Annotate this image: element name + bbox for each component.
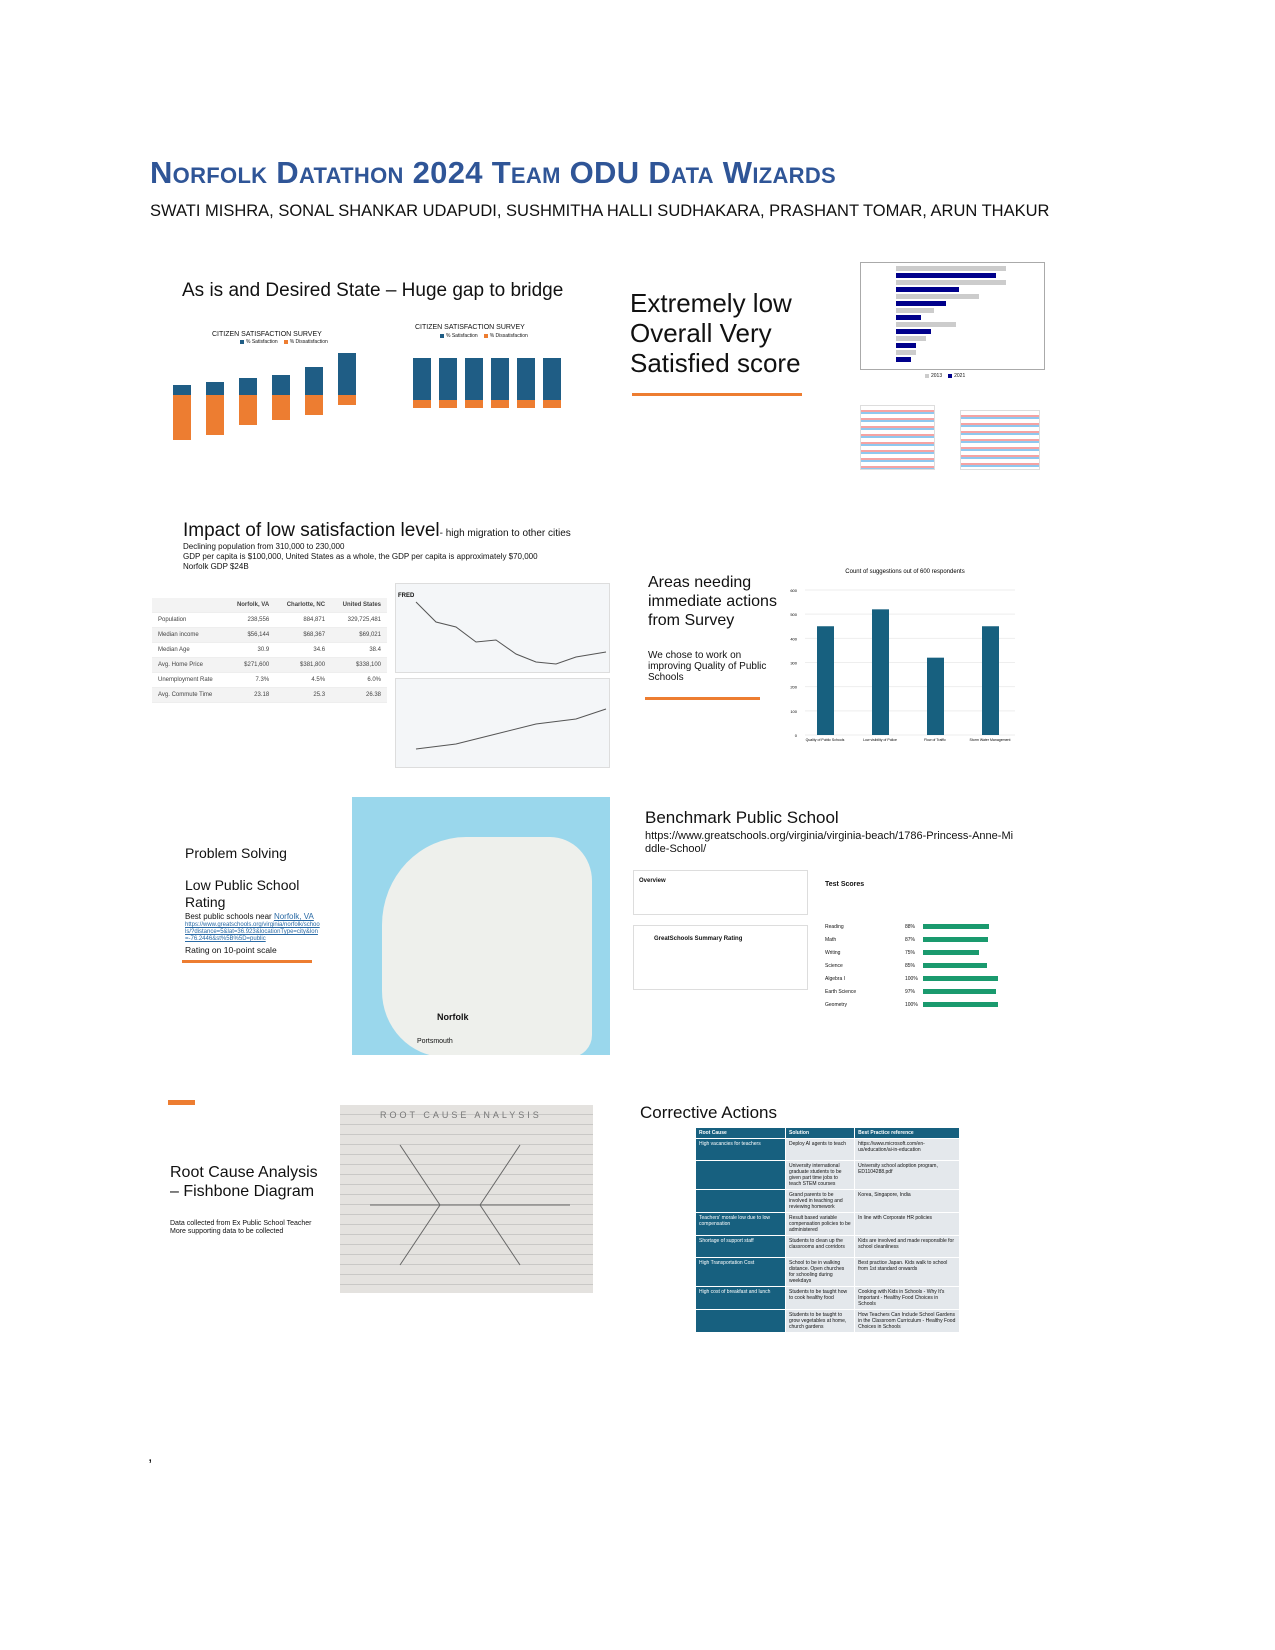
very-satisfied-bar (896, 343, 916, 348)
table-cell: Avg. Home Price (152, 658, 226, 673)
subject-name: Reading (825, 923, 844, 930)
best-schools (185, 912, 314, 922)
survey-bar (338, 395, 356, 405)
authors: SWATI MISHRA, SONAL SHANKAR UDAPUDI, SUSHMITHA HALLI SUDHAKARA, PRASHANT TOMAR, ARUN THAKUR (150, 202, 1050, 220)
subject-pct: 100% (905, 1001, 918, 1008)
fishbone-lines (340, 1105, 593, 1293)
very-satisfied-bar (896, 266, 1006, 271)
norfolk-link[interactable]: Norfolk, VA (273, 912, 314, 921)
survey-bar (517, 400, 535, 408)
benchmark-url[interactable]: https://www.greatschools.org/virginia/virginia-beach/1786-Princess-Anne-Middle-School/ (645, 830, 1014, 855)
legend-label: % Satisfaction (446, 333, 478, 339)
map-label-norfolk: Norfolk (437, 1012, 469, 1022)
chart1-title: CITIZEN SATISFACTION SURVEY (212, 331, 322, 338)
test-scores-title: Test Scores (825, 881, 865, 888)
table-cell: https://www.microsoft.com/en-us/education/ai-in-education (855, 1139, 960, 1161)
table-cell: Avg. Commute Time (152, 688, 226, 703)
section-heading-very-satisfied: Extremely low Overall Very Satisfied score (630, 288, 801, 378)
score-bar (923, 989, 996, 994)
sketch-title: ROOT CAUSE ANALYSIS (380, 1110, 542, 1120)
bar (982, 626, 999, 735)
table-cell: Unemployment Rate (152, 673, 226, 688)
test-scores (825, 880, 1015, 1011)
survey-bar (305, 395, 323, 415)
table-cell: $69,021 (331, 628, 387, 643)
fishbone-sketch (340, 1105, 593, 1293)
fred-chart-2 (395, 678, 610, 768)
survey-bar (543, 358, 561, 400)
table-cell: Korea, Singapore, India (855, 1190, 960, 1213)
rating-scale: Rating on 10-point scale (185, 945, 277, 955)
bar (927, 658, 944, 735)
table-cell: Median income (152, 628, 226, 643)
section-heading-impact (183, 520, 571, 542)
legend-item-satisfaction (240, 339, 278, 345)
survey-bar (239, 378, 257, 396)
table-cell: Result based variable compensation policies to be administered (786, 1213, 855, 1236)
legend-swatch (484, 334, 488, 338)
score-bar (923, 924, 989, 929)
table-row (696, 1258, 960, 1287)
very-satisfied-bar (896, 322, 956, 327)
table-cell: Median Age (152, 643, 226, 658)
likert-chart-2 (960, 410, 1040, 470)
chart2-title: CITIZEN SATISFACTION SURVEY (415, 324, 525, 331)
section-heading-areas: Areas needing immediate actions from Survey (648, 574, 777, 629)
very-satisfied-bar (896, 350, 916, 355)
root-cause-note-2: More supporting data to be collected (170, 1228, 284, 1235)
greatschools-url[interactable]: https://www.greatschools.org/virginia/norfolk/schools/?distance=5&lat=36.923&locationType=city&lon=-76.2446&st%5B%5D=public (185, 922, 320, 942)
table-cell: Charlotte, NC (275, 598, 331, 613)
bar (817, 626, 834, 735)
table-cell: $271,600 (226, 658, 275, 673)
survey-bar (465, 400, 483, 408)
very-satisfied-bar (896, 287, 959, 292)
fred-line-2 (396, 679, 609, 764)
corrective-actions-table (695, 1127, 960, 1333)
impact-heading: Impact of low satisfaction level (183, 520, 440, 541)
very-satisfied-bar (896, 357, 911, 362)
survey-bar (173, 385, 191, 396)
table-cell (696, 1190, 786, 1213)
legend-item-2013 (925, 373, 942, 379)
y-tick-label: 500 (790, 612, 797, 618)
legend-swatch (284, 340, 288, 344)
very-satisfied-bar (896, 273, 996, 278)
table-row (696, 1128, 960, 1139)
low-rating-heading: Low Public School Rating (185, 877, 300, 910)
table-cell (696, 1310, 786, 1333)
table-cell: Norfolk, VA (226, 598, 275, 613)
legend-item-dissatisfaction (284, 339, 328, 345)
survey-bar (173, 395, 191, 440)
table-cell: Teachers' morale low due to low compensation (696, 1213, 786, 1236)
impact-heading-suffix: - high migration to other cities (439, 528, 571, 539)
legend-label: % Dissatisfaction (489, 333, 528, 339)
table-row (152, 628, 387, 643)
table-row (152, 643, 387, 658)
x-tick-label: Low visibility of Police (863, 738, 897, 742)
table-row (696, 1139, 960, 1161)
section-heading-as-is: As is and Desired State – Huge gap to bridge (182, 280, 564, 301)
impact-line-1: Declining population from 310,000 to 230,000 (183, 542, 345, 551)
likert-chart-1 (860, 405, 935, 470)
legend-label: % Satisfaction (246, 339, 278, 345)
chart-title: Count of suggestions out of 600 respondents (845, 569, 965, 575)
accent-bar (168, 1100, 195, 1105)
table-cell: University school adoption program, ED1104288.pdf (855, 1161, 960, 1190)
table-row (696, 1310, 960, 1333)
survey-bar (517, 358, 535, 400)
impact-line-3: Norfolk GDP $24B (183, 562, 249, 571)
legend-swatch (440, 334, 444, 338)
survey-bar (413, 358, 431, 400)
table-cell: 4.5% (275, 673, 331, 688)
x-tick-label: Storm Water Management (969, 738, 1011, 742)
very-satisfied-bar (896, 329, 931, 334)
table-cell: Students to clean up the classrooms and corridors (786, 1236, 855, 1258)
table-row (696, 1287, 960, 1310)
subject-name: Algebra I (825, 975, 846, 982)
map-label-portsmouth: Portsmouth (417, 1038, 453, 1045)
table-cell: Students to be taught how to cook healthy food (786, 1287, 855, 1310)
subject-name: Math (825, 936, 837, 943)
survey-bar (439, 358, 457, 400)
very-satisfied-bar (896, 336, 926, 341)
impact-line-2: GDP per capita is $100,000, United States as a whole, the GDP per capita is approximately $70,000 (183, 552, 538, 561)
y-tick-label: 0 (794, 733, 797, 738)
legend-label: % Dissatisfaction (289, 339, 328, 345)
survey-bar (413, 400, 431, 408)
subject-pct: 75% (905, 949, 916, 956)
table-row (696, 1236, 960, 1258)
y-tick-label: 400 (790, 636, 797, 642)
table-cell: High cost of breakfast and lunch (696, 1287, 786, 1310)
table-row (696, 1161, 960, 1190)
table-cell: $68,367 (275, 628, 331, 643)
table-row (152, 613, 387, 628)
table-cell: University international graduate students to be given part time jobs to teach STEM courses (786, 1161, 855, 1190)
legend-label: 2013 (931, 373, 943, 379)
table-cell: 34.6 (275, 643, 331, 658)
table-cell: 884,871 (275, 613, 331, 628)
overview-card (633, 870, 808, 915)
table-cell: 25.3 (275, 688, 331, 703)
suggestions-bar-chart (785, 565, 1025, 755)
map-land (382, 837, 592, 1055)
footer-mark: , (148, 1448, 153, 1465)
problem-solving-heading: Problem Solving (185, 845, 287, 861)
subject-pct: 87% (905, 936, 916, 943)
survey-bar (439, 400, 457, 408)
table-cell: $56,144 (226, 628, 275, 643)
divider (645, 697, 760, 700)
table-cell: In line with Corporate HR policies (855, 1213, 960, 1236)
section-heading-benchmark: Benchmark Public School (645, 808, 839, 827)
section-heading-corrective: Corrective Actions (640, 1103, 777, 1122)
survey-bar (305, 367, 323, 395)
survey-bar (272, 375, 290, 395)
satisfaction-chart-2 (410, 355, 570, 425)
table-cell: Students to be taught to grow vegetables at home, church gardens (786, 1310, 855, 1333)
legend-item-satisfaction (440, 333, 478, 339)
legend-item-dissatisfaction (484, 333, 528, 339)
survey-bar (543, 400, 561, 408)
x-tick-label: Flow of Traffic (924, 738, 946, 742)
table-row (696, 1190, 960, 1213)
table-cell: How Teachers Can Include School Gardens in the Classroom Curriculum - Healthy Food Choices in Schools (855, 1310, 960, 1333)
table-cell: Cooking with Kids in Schools - Why It's Important - Healthy Food Choices in Schools (855, 1287, 960, 1310)
city-comparison-table (152, 598, 387, 703)
best-schools-text: Best public schools near (185, 912, 274, 921)
y-tick-label: 100 (790, 708, 797, 714)
table-cell: Population (152, 613, 226, 628)
table-cell: 30.9 (226, 643, 275, 658)
table-cell: Deploy AI agents to teach (786, 1139, 855, 1161)
score-row (825, 985, 1015, 998)
legend-item-2021 (948, 373, 965, 379)
section-heading-root-cause: Root Cause Analysis – Fishbone Diagram (170, 1164, 318, 1200)
table-row (696, 1213, 960, 1236)
score-row (825, 946, 1015, 959)
table-cell: High vacancies for teachers (696, 1139, 786, 1161)
table-cell: 7.3% (226, 673, 275, 688)
school-map[interactable] (352, 797, 610, 1055)
table-row (152, 598, 387, 613)
table-row (152, 658, 387, 673)
score-row (825, 998, 1015, 1011)
very-satisfied-bar (896, 280, 1006, 285)
fred-population-chart (395, 583, 610, 673)
survey-bar (465, 358, 483, 400)
subject-pct: 97% (905, 988, 916, 995)
score-bar (923, 976, 998, 981)
table-cell: 6.0% (331, 673, 387, 688)
table-cell: 238,556 (226, 613, 275, 628)
survey-bar (491, 400, 509, 408)
table-cell: 23.18 (226, 688, 275, 703)
score-bar (923, 1002, 998, 1007)
areas-sub: We chose to work on improving Quality of Public Schools (648, 650, 767, 683)
satisfaction-chart-1 (170, 350, 370, 440)
table-cell (152, 598, 226, 613)
score-row (825, 972, 1015, 985)
subject-pct: 88% (905, 923, 916, 930)
root-cause-note-1: Data collected from Ex Public School Teacher (170, 1220, 312, 1227)
survey-bar (491, 358, 509, 400)
survey-bar (338, 353, 356, 395)
very-satisfied-bar (896, 308, 934, 313)
table-cell: Best Practice reference (855, 1128, 960, 1139)
table-cell: High Transportation Cost (696, 1258, 786, 1287)
table-cell: 26.38 (331, 688, 387, 703)
very-satisfied-bar (896, 315, 921, 320)
chart2-legend (440, 333, 528, 339)
y-tick-label: 200 (790, 684, 797, 690)
fred-line-1 (396, 592, 609, 672)
subject-name: Science (825, 962, 843, 969)
very-satisfied-bar (896, 294, 979, 299)
overview-title: Overview (639, 878, 666, 884)
score-bar (923, 950, 979, 955)
very-satisfied-legend (925, 373, 965, 379)
legend-swatch (925, 374, 929, 378)
subject-name: Writing (825, 949, 841, 956)
score-row (825, 959, 1015, 972)
table-cell: United States (331, 598, 387, 613)
summary-title: GreatSchools Summary Rating (654, 936, 743, 942)
score-row (825, 933, 1015, 946)
survey-bar (272, 395, 290, 420)
table-cell: 329,725,481 (331, 613, 387, 628)
table-cell: Solution (786, 1128, 855, 1139)
score-bar (923, 937, 988, 942)
page-title: Norfolk Datathon 2024 Team ODU Data Wizards (150, 155, 837, 190)
survey-bar (239, 395, 257, 425)
survey-bar (206, 382, 224, 395)
table-cell: Best practice Japan. Kids walk to school from 1st standard onwards (855, 1258, 960, 1287)
legend-swatch (948, 374, 952, 378)
x-tick-label: Quality of Public Schools (805, 738, 845, 742)
subject-pct: 85% (905, 962, 916, 969)
score-row (825, 920, 1015, 933)
divider (182, 960, 312, 963)
divider (632, 393, 802, 396)
table-row (152, 688, 387, 703)
survey-bar (206, 395, 224, 435)
table-cell: Kids are involved and made responsible for school cleanliness (855, 1236, 960, 1258)
subject-name: Earth Science (825, 988, 857, 995)
bar (872, 609, 889, 735)
table-cell (696, 1161, 786, 1190)
table-cell: $338,100 (331, 658, 387, 673)
summary-card (633, 925, 808, 990)
legend-swatch (240, 340, 244, 344)
fred-label: FRED (398, 593, 415, 599)
table-cell: 38.4 (331, 643, 387, 658)
table-cell: Root Cause (696, 1128, 786, 1139)
y-tick-label: 600 (790, 588, 797, 593)
legend-label: 2021 (954, 373, 966, 379)
table-cell: Grand parents to be involved in teaching and reviewing homework (786, 1190, 855, 1213)
very-satisfied-chart (860, 262, 1045, 370)
very-satisfied-bar (896, 301, 946, 306)
chart1-legend (240, 339, 328, 345)
table-cell: $381,800 (275, 658, 331, 673)
subject-pct: 100% (905, 975, 918, 982)
table-cell: Shortage of support staff (696, 1236, 786, 1258)
subject-name: Geometry (825, 1001, 847, 1008)
score-bar (923, 963, 987, 968)
y-tick-label: 300 (790, 660, 797, 666)
table-row (152, 673, 387, 688)
table-cell: School to be in walking distance. Open churches for schooling during weekdays (786, 1258, 855, 1287)
